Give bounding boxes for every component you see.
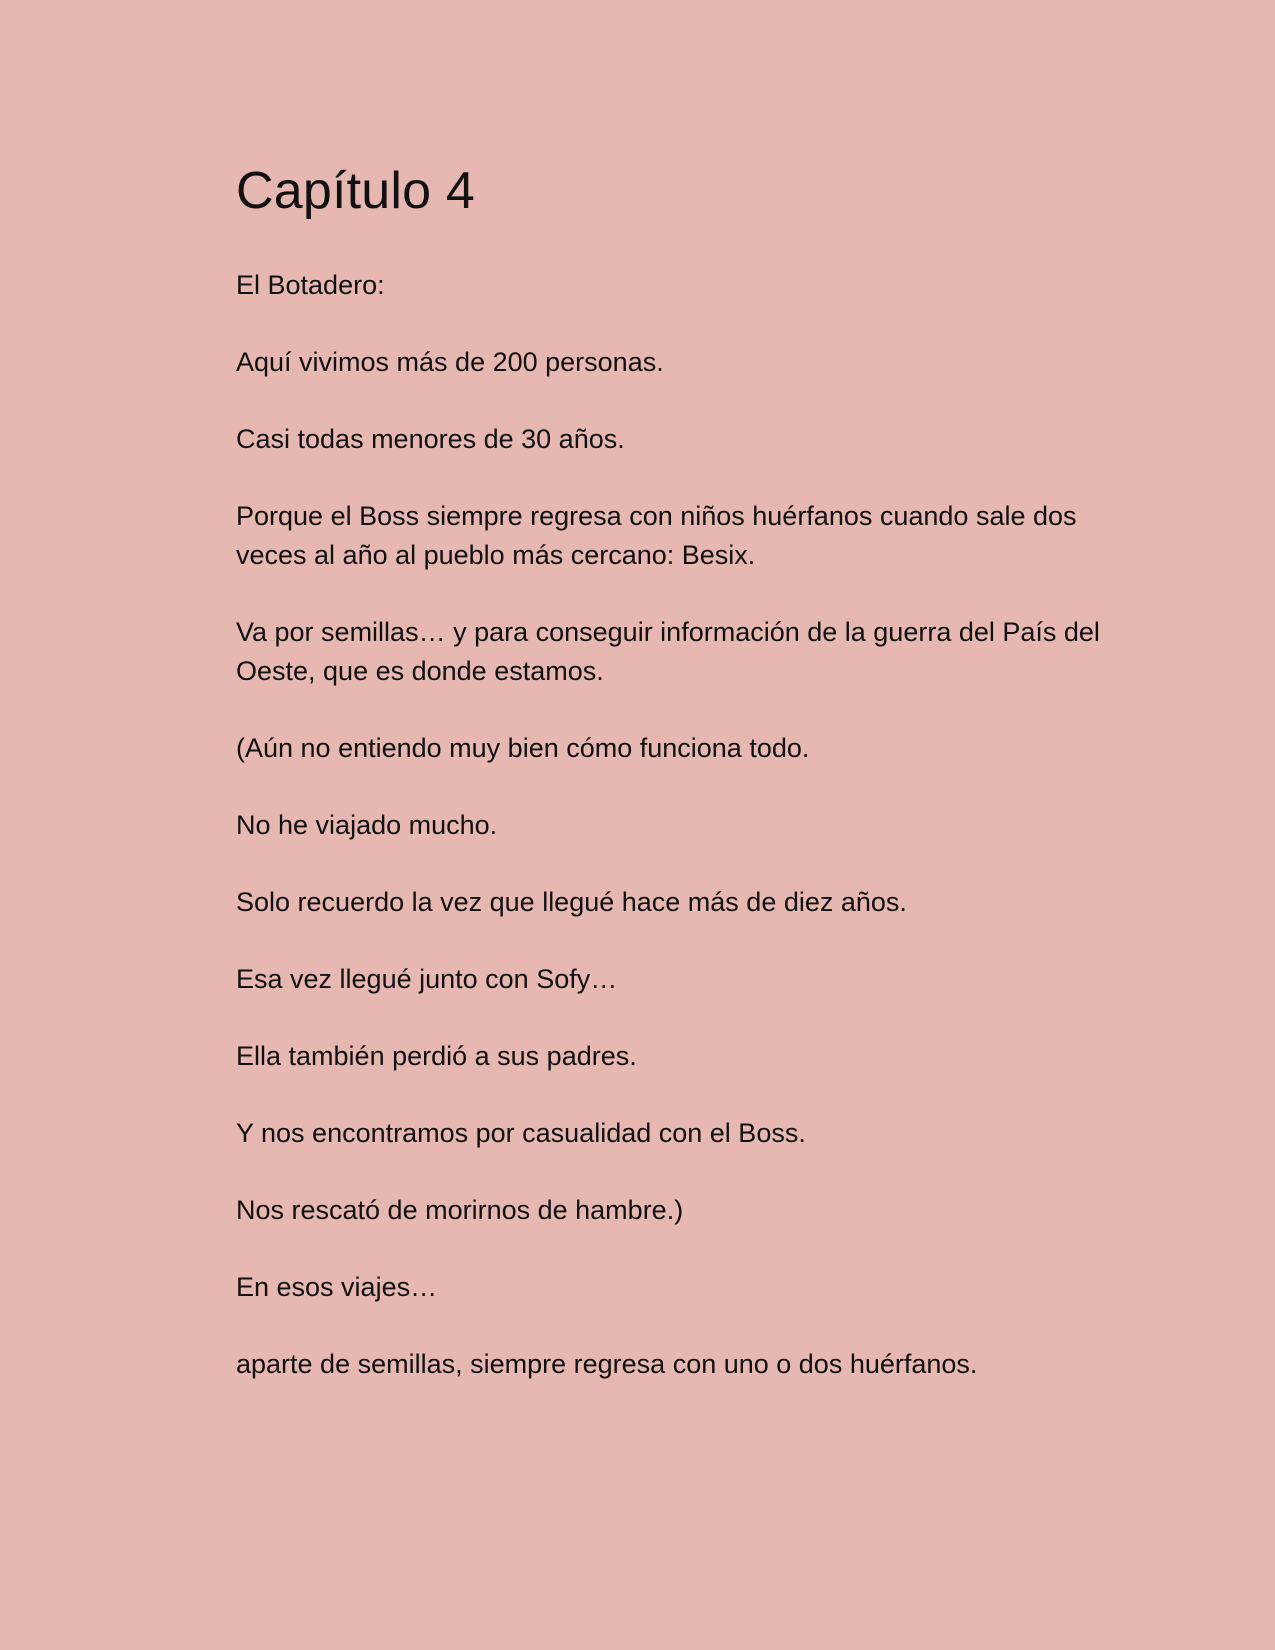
paragraph: Va por semillas… y para conseguir información de la guerra del País del Oeste, que es donde estamos. (236, 617, 1100, 687)
paragraph: En esos viajes… (236, 1272, 438, 1303)
paragraph: aparte de semillas, siempre regresa con uno o dos huérfanos. (236, 1349, 978, 1380)
document-page (236, 160, 1136, 1422)
paragraph: No he viajado mucho. (236, 810, 498, 841)
paragraph: El Botadero: (236, 270, 385, 301)
chapter-title: Capítulo 4 (236, 162, 476, 220)
paragraph: (Aún no entiendo muy bien cómo funciona todo. (236, 733, 810, 764)
paragraph: Ella también perdió a sus padres. (236, 1041, 637, 1072)
paragraph: Casi todas menores de 30 años. (236, 424, 625, 455)
paragraph: Porque el Boss siempre regresa con niños huérfanos cuando sale dos veces al año al pueblo más cercano: Besix. (236, 501, 1077, 571)
paragraph: Esa vez llegué junto con Sofy… (236, 964, 618, 995)
paragraph: Nos rescató de morirnos de hambre.) (236, 1195, 684, 1226)
paragraph: Solo recuerdo la vez que llegué hace más de diez años. (236, 887, 907, 918)
paragraph: Y nos encontramos por casualidad con el Boss. (236, 1118, 806, 1149)
paragraph: Aquí vivimos más de 200 personas. (236, 347, 664, 378)
